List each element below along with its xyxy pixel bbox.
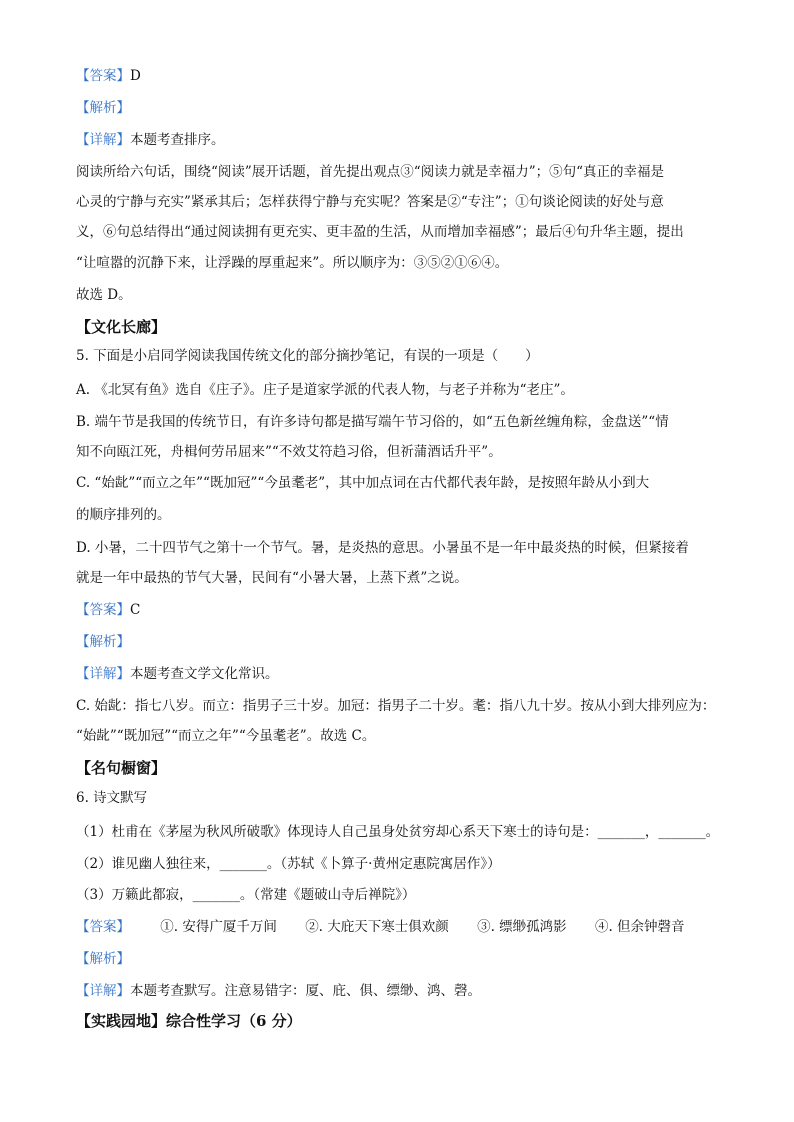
q5-option-a: A. 《北冥有鱼》选自《庄子》。庄子是道家学派的代表人物，与老子并称为“老庄”。: [76, 382, 574, 398]
section-heading-practice: 【实践园地】综合性学习（6 分）: [76, 1012, 302, 1030]
q5-answer-line: [76, 601, 140, 619]
answer-tag: 【答案】: [76, 602, 130, 618]
q5-option-c: C. “始龀”“而立之年”“既加冠”“今虽耄老”，其中加点词在古代都代表年龄，是按照年龄从小到大: [76, 475, 650, 491]
explain-line: 阅读所给六句话，围绕“阅读”展开话题，首先提出观点③“阅读力就是幸福力”；⑤句“真正的幸福是: [76, 164, 665, 180]
answer-item: ③. 缥缈孤鸿影: [477, 919, 567, 935]
q5-option-d: D. 小暑，二十四节气之第十一个节气。暑，是炎热的意思。小暑虽不是一年中最炎热的时候，但紧接着: [76, 540, 689, 556]
explain-line: “始龀”“既加冠”“而立之年”“今虽耄老”。故选 C。: [76, 728, 376, 744]
detail-tag: 【详解】: [76, 666, 130, 682]
q6-stem: 6. 诗文默写: [76, 790, 148, 806]
detail-intro: 本题考查排序。: [130, 132, 225, 148]
q6-item-3: （3）万籁此都寂，_______。（常建《题破山寺后禅院》）: [76, 887, 416, 903]
explain-line: “让喧嚣的沉静下来，让浮躁的厚重起来”。所以顺序为：③⑤②①⑥④。: [76, 255, 509, 271]
analysis-tag: 【解析】: [76, 634, 130, 650]
q6-detail-line: [76, 982, 481, 1000]
q5-detail-line: [76, 665, 279, 683]
explain-line: 心灵的宁静与充实”紧承其后；怎样获得宁静与充实呢？答案是②“专注”；①句谈论阅读的好处与意: [76, 194, 664, 210]
answer-item: ①. 安得广厦千万间: [160, 919, 277, 935]
q6-item-1: （1）杜甫在《茅屋为秋风所破歌》体现诗人自己虽身处贫穷却心系天下寒士的诗句是：_______，_______。: [76, 824, 720, 840]
detail-intro: 本题考查文学文化常识。: [130, 666, 279, 682]
q6-item-2: （2）谁见幽人独往来，_______。（苏轼《卜算子·黄州定惠院寓居作》）: [76, 856, 501, 872]
detail-text: 本题考查默写。注意易错字：厦、庇、俱、缥缈、鸿、磬。: [130, 983, 481, 999]
explain-line: 义，⑥句总结得出“通过阅读拥有更充实、更丰盈的生活，从而增加幸福感”；最后④句升华主题，提出: [76, 224, 684, 240]
q5-option-c-cont: 的顺序排列的。: [76, 507, 171, 523]
q5-option-b: B. 端午节是我国的传统节日，有许多诗句都是描写端午节习俗的，如“五色新丝缠角粽，金盘送”“情: [76, 414, 669, 430]
q5-stem: 5. 下面是小启同学阅读我国传统文化的部分摘抄笔记，有误的一项是（ ）: [76, 348, 539, 364]
analysis-tag: 【解析】: [76, 100, 130, 116]
q5-option-d-cont: 就是一年中最热的节气大暑，民间有“小暑大暑，上蒸下煮”之说。: [76, 570, 468, 586]
answer-item: ④. 但余钟磬音: [594, 919, 685, 935]
analysis-tag: 【解析】: [76, 951, 130, 967]
section-heading-culture: 【文化长廊】: [76, 318, 167, 336]
section-heading-quotes: 【名句橱窗】: [76, 759, 167, 777]
detail-tag: 【详解】: [76, 983, 130, 999]
answer-tag: 【答案】: [76, 919, 130, 935]
explain-line: C. 始龀：指七八岁。而立：指男子三十岁。加冠：指男子二十岁。耄：指八九十岁。按从小到大排列应为：: [76, 698, 716, 714]
q5-option-b-cont: 知不向瓯江死，舟楫何劳吊屈来”“不效艾符趋习俗，但祈蒲酒话升平”。: [76, 444, 502, 460]
q6-answer-line: [76, 918, 709, 936]
answer-tag: 【答案】: [76, 68, 130, 84]
q4-detail-line: [76, 131, 225, 149]
answer-value: C: [130, 602, 141, 618]
q4-answer-line: [76, 67, 141, 85]
conclusion: 故选 D。: [76, 287, 132, 303]
detail-tag: 【详解】: [76, 132, 130, 148]
answer-item: ②. 大庇天下寒士俱欢颜: [305, 919, 449, 935]
answer-value: D: [130, 68, 141, 84]
